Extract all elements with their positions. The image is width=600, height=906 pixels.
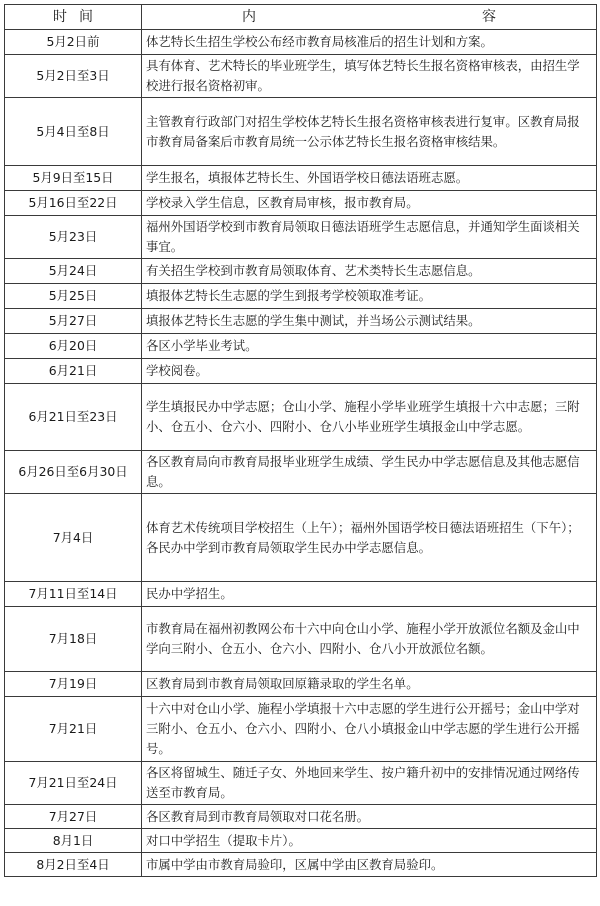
row-content: 主管教育行政部门对招生学校体艺特长生报名资格审核表进行复审。区教育局报市教育局备案后市教育局统一公示体艺特长生报名资格审核结果。 bbox=[142, 98, 597, 166]
row-content: 十六中对仓山小学、施程小学填报十六中志愿的学生进行公开摇号；金山中学对三附小、仓五小、仓六小、四附小、仓八小填报金山中学志愿的学生进行公开摇号。 bbox=[142, 697, 597, 762]
row-content: 市属中学由市教育局验印，区属中学由区教育局验印。 bbox=[142, 853, 597, 877]
enrollment-schedule-table bbox=[4, 4, 597, 877]
table-header-row bbox=[5, 5, 597, 30]
row-content: 有关招生学校到市教育局领取体育、艺术类特长生志愿信息。 bbox=[142, 259, 597, 284]
header-time-char-2: 间 bbox=[79, 9, 93, 25]
row-time: 7月21日至24日 bbox=[5, 762, 142, 805]
row-time: 5月9日至15日 bbox=[5, 166, 142, 191]
row-time: 7月18日 bbox=[5, 607, 142, 672]
table-row bbox=[5, 607, 597, 672]
row-time: 5月25日 bbox=[5, 284, 142, 309]
row-time: 6月26日至6月30日 bbox=[5, 451, 142, 494]
header-content-char-2: 容 bbox=[482, 9, 496, 25]
row-time: 7月4日 bbox=[5, 494, 142, 582]
table-row bbox=[5, 98, 597, 166]
row-content: 学校录入学生信息，区教育局审核，报市教育局。 bbox=[142, 191, 597, 216]
table-row bbox=[5, 309, 597, 334]
row-content: 福州外国语学校到市教育局领取日德法语班学生志愿信息，并通知学生面谈相关事宜。 bbox=[142, 216, 597, 259]
row-content: 各区教育局向市教育局报毕业班学生成绩、学生民办中学志愿信息及其他志愿信息。 bbox=[142, 451, 597, 494]
row-content: 民办中学招生。 bbox=[142, 582, 597, 607]
row-content: 各区教育局到市教育局领取对口花名册。 bbox=[142, 805, 597, 829]
row-content: 各区将留城生、随迁子女、外地回来学生、按户籍升初中的安排情况通过网络传送至市教育局。 bbox=[142, 762, 597, 805]
row-time: 5月2日至3日 bbox=[5, 55, 142, 98]
table-row bbox=[5, 284, 597, 309]
table-row bbox=[5, 829, 597, 853]
row-time: 6月21日至23日 bbox=[5, 384, 142, 451]
table-row bbox=[5, 697, 597, 762]
table-row bbox=[5, 494, 597, 582]
row-time: 5月16日至22日 bbox=[5, 191, 142, 216]
header-content-char-1: 内 bbox=[242, 9, 256, 25]
row-content: 学生报名，填报体艺特长生、外国语学校日德法语班志愿。 bbox=[142, 166, 597, 191]
row-time: 7月21日 bbox=[5, 697, 142, 762]
table-row bbox=[5, 334, 597, 359]
table-row bbox=[5, 384, 597, 451]
row-time: 7月19日 bbox=[5, 672, 142, 697]
row-content: 填报体艺特长生志愿的学生到报考学校领取准考证。 bbox=[142, 284, 597, 309]
table-row bbox=[5, 672, 597, 697]
row-content: 具有体育、艺术特长的毕业班学生，填写体艺特长生报名资格审核表，由招生学校进行报名资格初审。 bbox=[142, 55, 597, 98]
row-content: 填报体艺特长生志愿的学生集中测试，并当场公示测试结果。 bbox=[142, 309, 597, 334]
table-row bbox=[5, 853, 597, 877]
row-content: 体育艺术传统项目学校招生（上午）；福州外国语学校日德法语班招生（下午）；各民办中学到市教育局领取学生民办中学志愿信息。 bbox=[142, 494, 597, 582]
row-time: 5月2日前 bbox=[5, 30, 142, 55]
row-time: 7月11日至14日 bbox=[5, 582, 142, 607]
row-time: 6月20日 bbox=[5, 334, 142, 359]
table-row bbox=[5, 30, 597, 55]
table-row bbox=[5, 359, 597, 384]
table-row bbox=[5, 216, 597, 259]
row-content: 区教育局到市教育局领取回原籍录取的学生名单。 bbox=[142, 672, 597, 697]
row-content: 学生填报民办中学志愿；仓山小学、施程小学毕业班学生填报十六中志愿；三附小、仓五小、仓六小、四附小、仓八小毕业班学生填报金山中学志愿。 bbox=[142, 384, 597, 451]
table-row bbox=[5, 55, 597, 98]
row-time: 5月24日 bbox=[5, 259, 142, 284]
row-content: 市教育局在福州初教网公布十六中向仓山小学、施程小学开放派位名额及金山中学向三附小、仓五小、仓六小、四附小、仓八小开放派位名额。 bbox=[142, 607, 597, 672]
row-time: 5月23日 bbox=[5, 216, 142, 259]
row-content: 学校阅卷。 bbox=[142, 359, 597, 384]
table-row bbox=[5, 762, 597, 805]
table-row bbox=[5, 259, 597, 284]
row-time: 5月27日 bbox=[5, 309, 142, 334]
header-time-char-1: 时 bbox=[53, 9, 67, 25]
table-row bbox=[5, 191, 597, 216]
table-row bbox=[5, 166, 597, 191]
row-time: 7月27日 bbox=[5, 805, 142, 829]
table-row bbox=[5, 582, 597, 607]
row-content: 体艺特长生招生学校公布经市教育局核准后的招生计划和方案。 bbox=[142, 30, 597, 55]
row-time: 6月21日 bbox=[5, 359, 142, 384]
row-time: 8月2日至4日 bbox=[5, 853, 142, 877]
row-content: 各区小学毕业考试。 bbox=[142, 334, 597, 359]
table-row bbox=[5, 451, 597, 494]
row-time: 5月4日至8日 bbox=[5, 98, 142, 166]
header-time bbox=[5, 5, 142, 30]
row-time: 8月1日 bbox=[5, 829, 142, 853]
table-row bbox=[5, 805, 597, 829]
header-content bbox=[142, 5, 597, 30]
row-content: 对口中学招生（提取卡片）。 bbox=[142, 829, 597, 853]
